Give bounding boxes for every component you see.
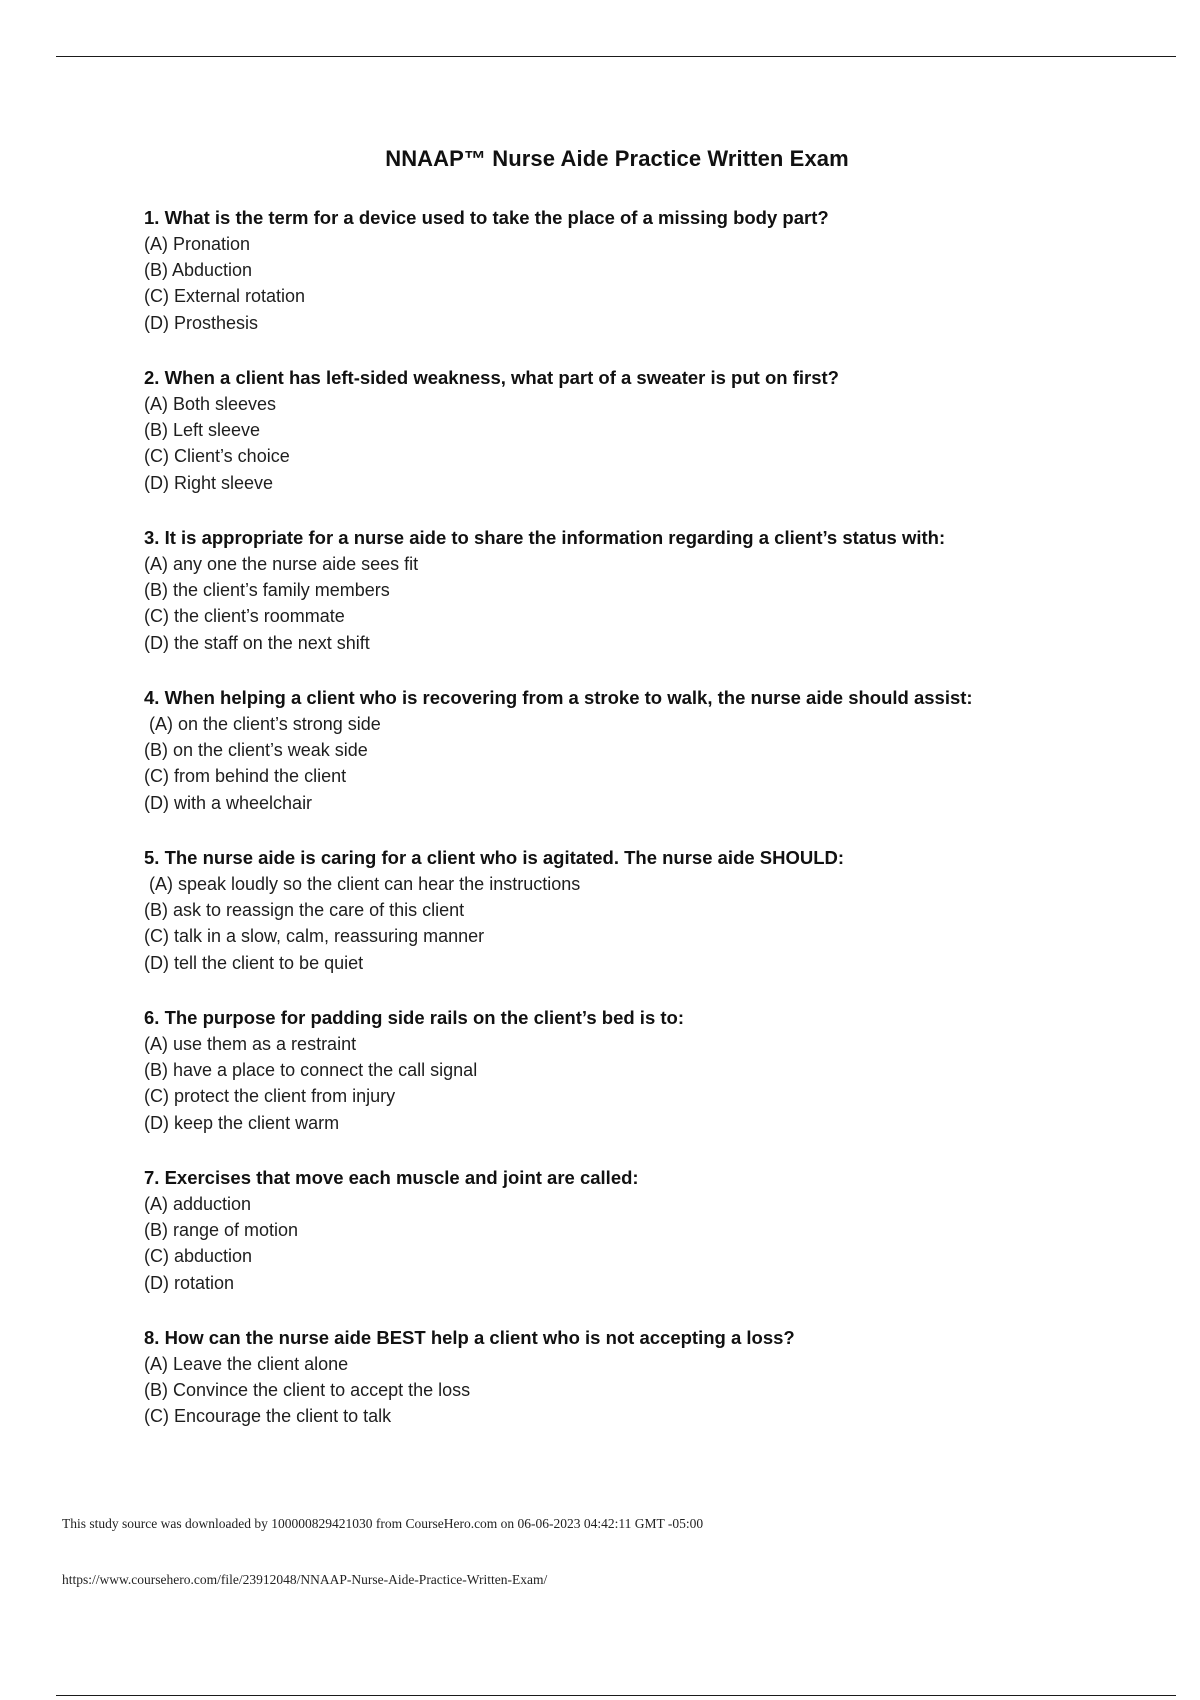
- answer-option-b: (B) have a place to connect the call signal: [144, 1060, 478, 1081]
- answer-option-c: (C) External rotation: [144, 286, 306, 307]
- answer-option-d: (D) Prosthesis: [144, 312, 259, 333]
- answer-option-c: (C) from behind the client: [144, 766, 347, 787]
- answer-option-d: (D) keep the client warm: [144, 1112, 340, 1133]
- answer-option-d: (D) rotation: [144, 1272, 235, 1293]
- question-text: 7. Exercises that move each muscle and joint are called:: [144, 1167, 639, 1188]
- answer-option-a: (A) speak loudly so the client can hear the instructions: [149, 874, 581, 894]
- answer-option-d: (D) with a wheelchair: [144, 792, 313, 813]
- top-rule: [56, 56, 1176, 57]
- question-list: [144, 205, 1144, 1485]
- answer-option-b: (B) the client’s family members: [144, 580, 390, 601]
- answer-option-d: (D) the staff on the next shift: [144, 632, 370, 653]
- answer-option-b: (B) Convince the client to accept the loss: [144, 1380, 471, 1401]
- answer-option-c: (C) abduction: [144, 1246, 253, 1267]
- question-2: [144, 365, 1144, 525]
- question-text: 3. It is appropriate for a nurse aide to share the information regarding a client’s status with:: [144, 527, 946, 548]
- answer-option-a: (A) any one the nurse aide sees fit: [144, 554, 419, 574]
- question-4: [144, 685, 1144, 845]
- answer-option-a: (A) Both sleeves: [144, 394, 277, 414]
- answer-option-c: (C) talk in a slow, calm, reassuring manner: [144, 926, 485, 947]
- page-title: NNAAP™ Nurse Aide Practice Written Exam: [385, 146, 849, 171]
- answer-option-b: (B) range of motion: [144, 1220, 299, 1241]
- answer-option-c: (C) Encourage the client to talk: [144, 1406, 392, 1427]
- answer-option-d: (D) tell the client to be quiet: [144, 952, 364, 973]
- question-text: 5. The nurse aide is caring for a client who is agitated. The nurse aide SHOULD:: [144, 847, 845, 868]
- question-5: [144, 845, 1144, 1005]
- answer-option-b: (B) Left sleeve: [144, 420, 261, 441]
- download-source-note: This study source was downloaded by 100000829421030 from CourseHero.com on 06-06-2023 04:42:11 GMT -05:00: [62, 1516, 704, 1531]
- answer-option-a: (A) adduction: [144, 1194, 252, 1214]
- answer-option-a: (A) on the client’s strong side: [149, 714, 381, 734]
- question-text: 4. When helping a client who is recovering from a stroke to walk, the nurse aide should assist:: [144, 687, 973, 708]
- answer-option-a: (A) use them as a restraint: [144, 1034, 357, 1054]
- answer-option-b: (B) Abduction: [144, 260, 253, 281]
- source-url[interactable]: https://www.coursehero.com/file/23912048/NNAAP-Nurse-Aide-Practice-Written-Exam/: [62, 1572, 548, 1587]
- question-3: [144, 525, 1144, 685]
- answer-option-c: (C) Client’s choice: [144, 446, 290, 467]
- question-7: [144, 1165, 1144, 1325]
- answer-option-a: (A) Leave the client alone: [144, 1354, 349, 1374]
- question-text: 8. How can the nurse aide BEST help a client who is not accepting a loss?: [144, 1327, 795, 1348]
- answer-option-c: (C) the client’s roommate: [144, 606, 345, 627]
- answer-option-c: (C) protect the client from injury: [144, 1086, 396, 1107]
- answer-option-b: (B) on the client’s weak side: [144, 740, 368, 761]
- question-text: 6. The purpose for padding side rails on the client’s bed is to:: [144, 1007, 684, 1028]
- bottom-rule: [56, 1695, 1176, 1696]
- question-text: 2. When a client has left-sided weakness, what part of a sweater is put on first?: [144, 367, 839, 388]
- question-6: [144, 1005, 1144, 1165]
- answer-option-b: (B) ask to reassign the care of this client: [144, 900, 465, 921]
- answer-option-a: (A) Pronation: [144, 234, 251, 254]
- question-8: [144, 1325, 1144, 1485]
- answer-option-d: (D) Right sleeve: [144, 472, 274, 493]
- question-1: [144, 205, 1144, 365]
- question-text: 1. What is the term for a device used to take the place of a missing body part?: [144, 207, 829, 228]
